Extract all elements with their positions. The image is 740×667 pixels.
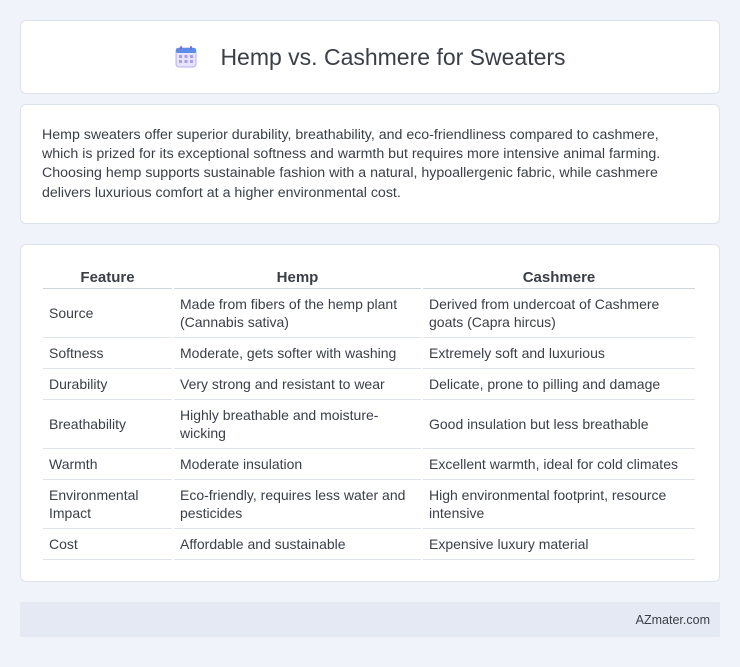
hemp-cell: Made from fibers of the hemp plant (Cannabis sativa) bbox=[174, 289, 421, 338]
table-row bbox=[43, 480, 695, 529]
calendar-icon bbox=[174, 45, 198, 69]
table-row bbox=[43, 338, 695, 369]
footer bbox=[20, 602, 720, 637]
comparison-table bbox=[41, 267, 697, 560]
cashmere-cell: High environmental footprint, resource intensive bbox=[423, 480, 695, 529]
table-row bbox=[43, 289, 695, 338]
comparison-card bbox=[20, 244, 720, 582]
footer-site-label: AZmater.com bbox=[635, 612, 710, 627]
hemp-cell: Affordable and sustainable bbox=[174, 529, 421, 560]
table-row bbox=[43, 529, 695, 560]
feature-cell: Source bbox=[43, 289, 172, 338]
cashmere-cell: Derived from undercoat of Cashmere goats (Capra hircus) bbox=[423, 289, 695, 338]
feature-cell: Cost bbox=[43, 529, 172, 560]
table-row bbox=[43, 449, 695, 480]
table-row bbox=[43, 400, 695, 449]
header-cashmere: Cashmere bbox=[423, 267, 695, 289]
cashmere-cell: Delicate, prone to pilling and damage bbox=[423, 369, 695, 400]
feature-cell: Breathability bbox=[43, 400, 172, 449]
page-title: Hemp vs. Cashmere for Sweaters bbox=[220, 43, 566, 70]
cashmere-cell: Good insulation but less breathable bbox=[423, 400, 695, 449]
table-row bbox=[43, 369, 695, 400]
feature-cell: Warmth bbox=[43, 449, 172, 480]
header-feature: Feature bbox=[43, 267, 172, 289]
cashmere-cell: Extremely soft and luxurious bbox=[423, 338, 695, 369]
hemp-cell: Very strong and resistant to wear bbox=[174, 369, 421, 400]
intro-paragraph: Hemp sweaters offer superior durability, breathability, and eco-friendliness compared to cashmere, which is prized for its exceptional softness and warmth but requires more intensive animal farming. Choosing hemp supports sustainable fashion with a natural, hypoallergenic fabric, while cashmere delivers luxurious comfort at a higher environmental cost. bbox=[42, 127, 661, 201]
title-card bbox=[20, 20, 720, 94]
cashmere-cell: Excellent warmth, ideal for cold climates bbox=[423, 449, 695, 480]
table-header-row bbox=[43, 267, 695, 289]
hemp-cell: Moderate, gets softer with washing bbox=[174, 338, 421, 369]
hemp-cell: Moderate insulation bbox=[174, 449, 421, 480]
feature-cell: Softness bbox=[43, 338, 172, 369]
hemp-cell: Eco-friendly, requires less water and pesticides bbox=[174, 480, 421, 529]
feature-cell: Environmental Impact bbox=[43, 480, 172, 529]
intro-card bbox=[20, 104, 720, 224]
header-hemp: Hemp bbox=[174, 267, 421, 289]
cashmere-cell: Expensive luxury material bbox=[423, 529, 695, 560]
hemp-cell: Highly breathable and moisture-wicking bbox=[174, 400, 421, 449]
feature-cell: Durability bbox=[43, 369, 172, 400]
